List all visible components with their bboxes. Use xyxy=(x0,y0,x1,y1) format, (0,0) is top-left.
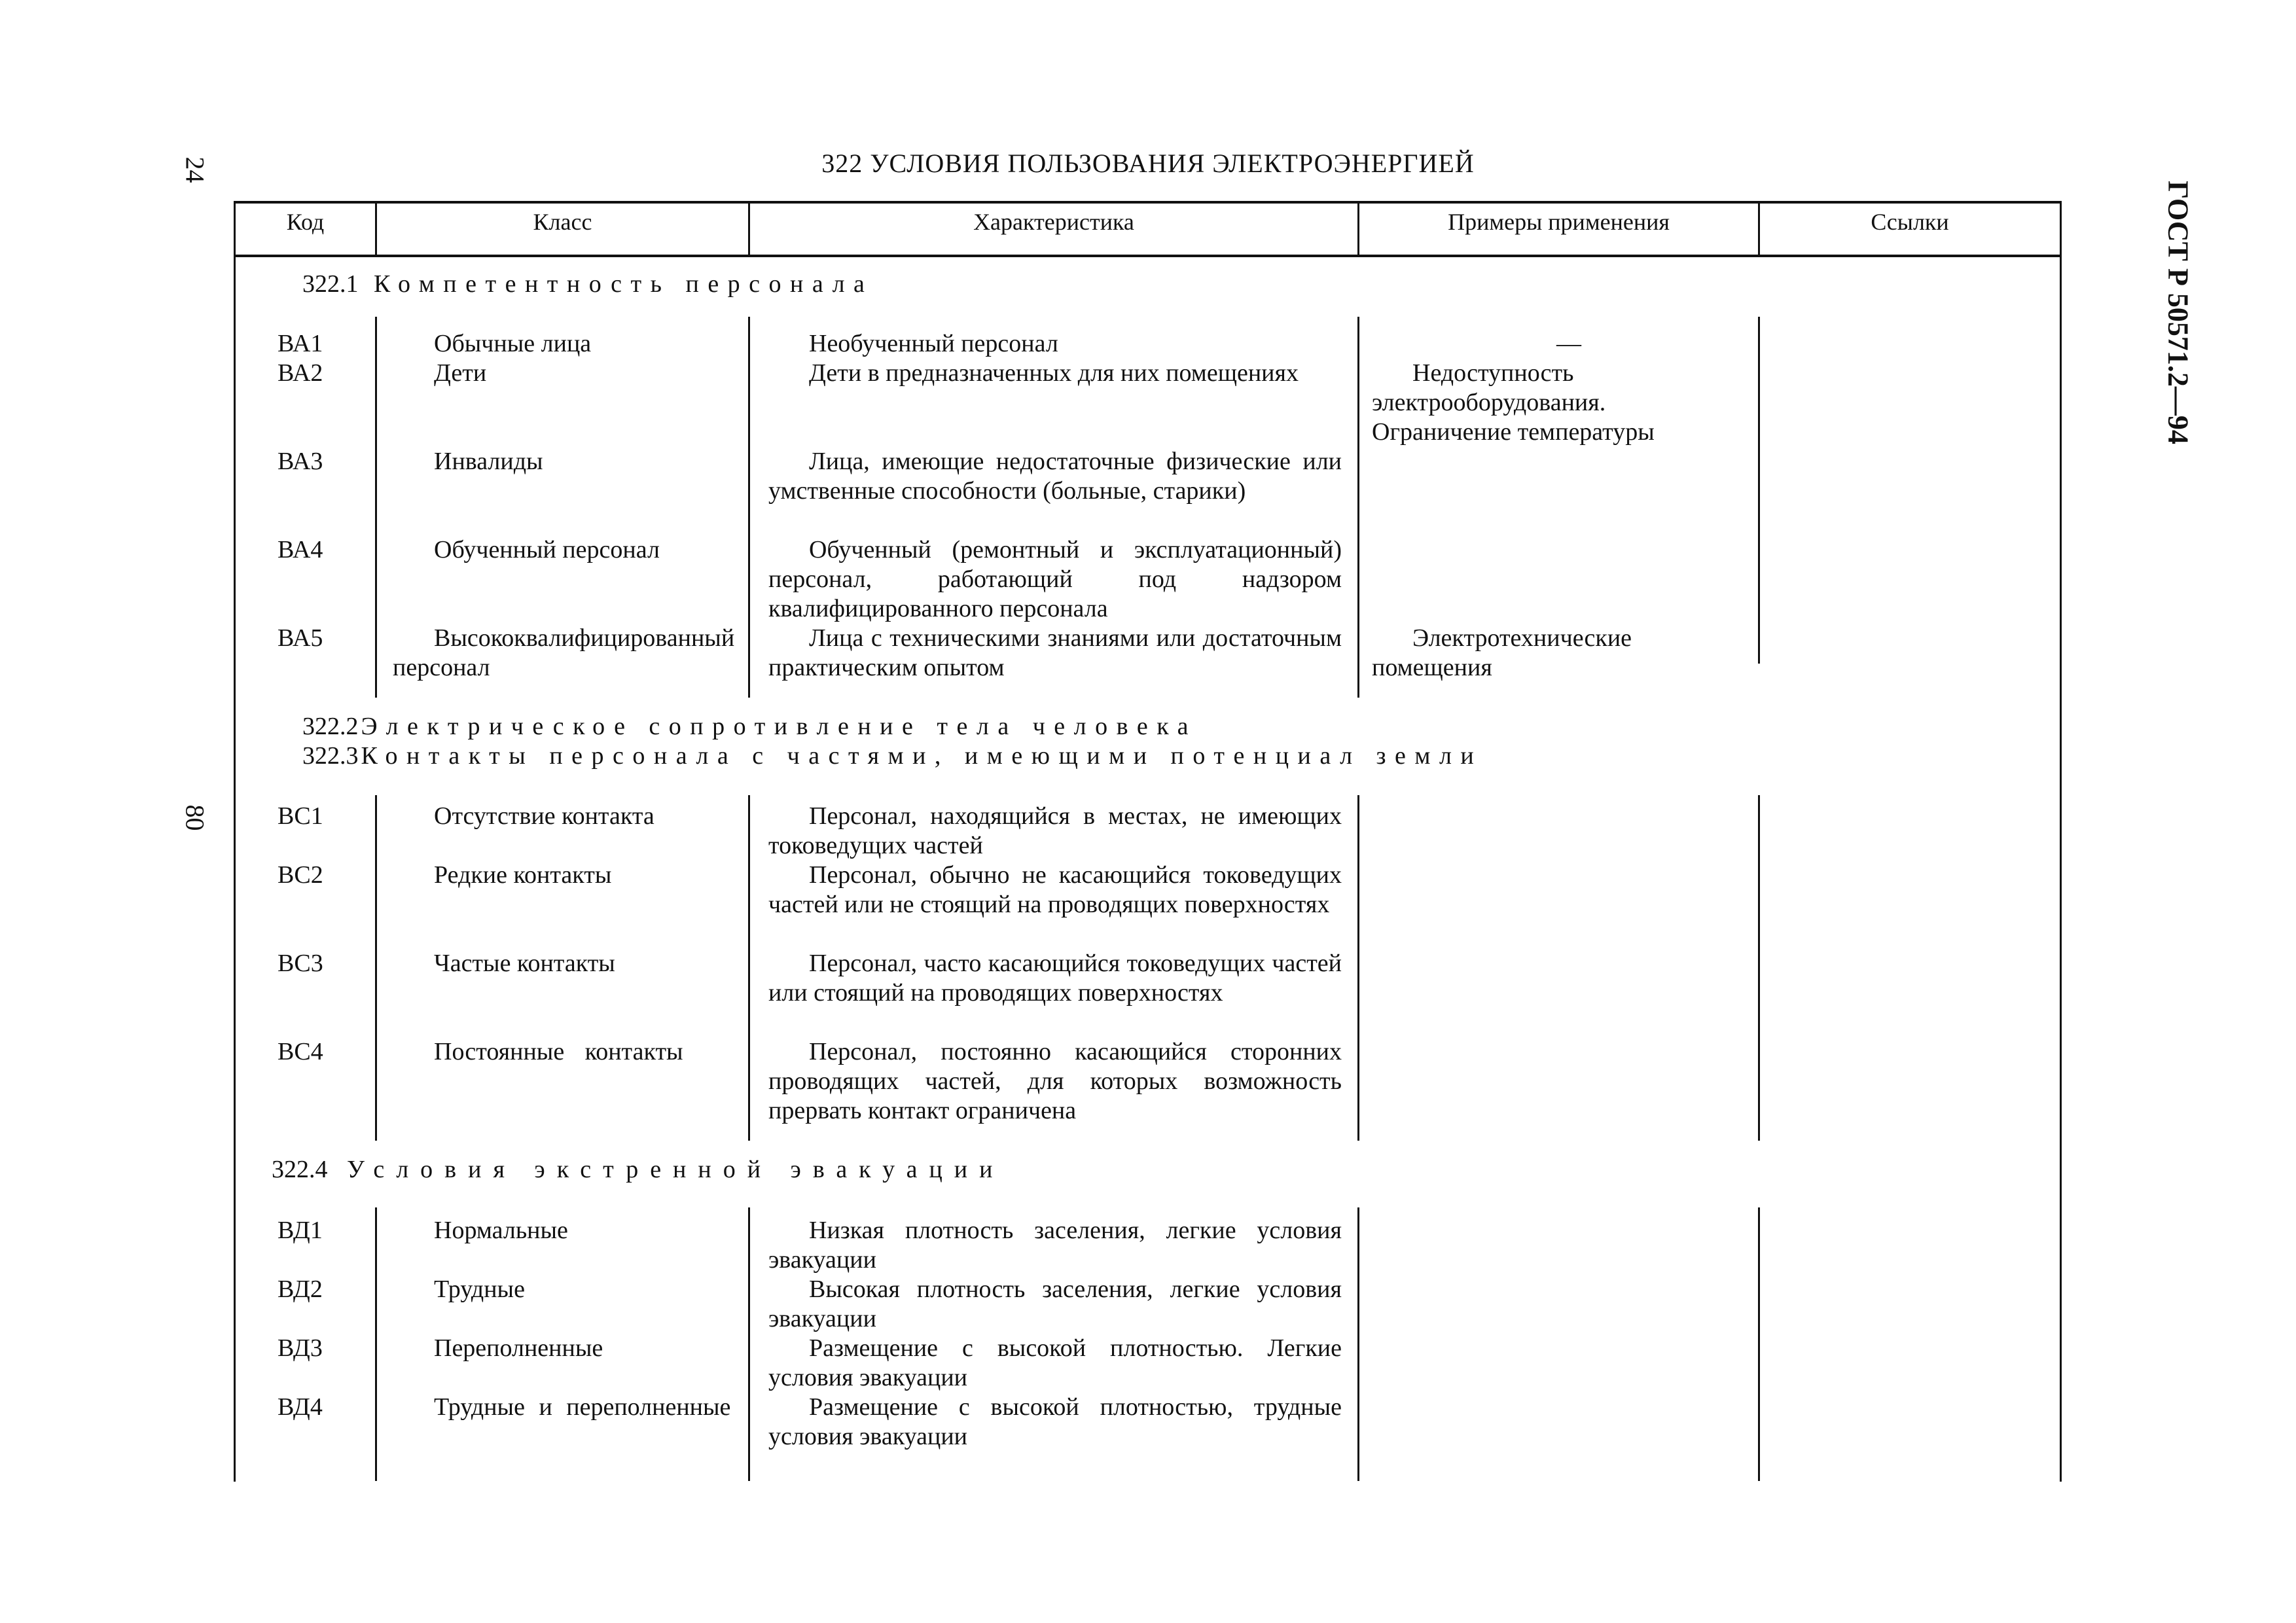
header-examples: Примеры применения xyxy=(1448,209,1670,235)
row-class: Обычные лица xyxy=(434,330,592,357)
row-examples: Недоступность электрооборудования. Ограничение температуры xyxy=(1372,359,1655,446)
row-characteristic: Лица, имеющие недостаточные физические или умственные способности (больные, старики) xyxy=(768,448,1342,505)
section-number: 322.2 xyxy=(302,713,359,740)
header-references: Ссылки xyxy=(1871,209,1949,235)
col-divider xyxy=(375,317,377,698)
col-divider xyxy=(1357,1207,1359,1481)
row-code: ВС3 xyxy=(278,950,323,977)
row-characteristic: Размещение с высокой плотностью. Легкие условия эвакуации xyxy=(768,1334,1342,1391)
row-code: ВС4 xyxy=(278,1038,323,1065)
standard-designation: ГОСТ Р 50571.2—94 xyxy=(2162,181,2195,444)
section-heading xyxy=(302,712,1197,741)
section-heading xyxy=(302,270,873,298)
section-title: Компетентность персонала xyxy=(374,270,874,298)
row-code: ВА4 xyxy=(278,536,323,563)
row-class: Отсутствие контакта xyxy=(434,802,655,830)
section-heading xyxy=(302,741,1482,770)
table-top-rule xyxy=(234,201,2062,204)
row-class: Обученный персонал xyxy=(434,536,660,563)
header-code: Код xyxy=(286,209,325,235)
row-code: ВС1 xyxy=(278,802,323,830)
section-title: Контакты персонала с частями, имеющими потенциал земли xyxy=(361,742,1483,770)
row-code: ВС2 xyxy=(278,861,323,889)
section-title: Условия экстренной эвакуации xyxy=(347,1156,1005,1183)
row-code: ВД2 xyxy=(278,1275,323,1303)
row-characteristic: Персонал, находящийся в местах, не имеющих токоведущих частей xyxy=(768,802,1342,859)
table-right-border xyxy=(2060,201,2062,1482)
col-divider xyxy=(1357,795,1359,1141)
row-characteristic: Персонал, часто касающийся токоведущих частей или стоящий на проводящих поверхностях xyxy=(768,950,1342,1007)
row-code: ВА5 xyxy=(278,624,323,652)
section-heading xyxy=(272,1155,1004,1184)
row-characteristic: Лица с техническими знаниями или достаточным практическим опытом xyxy=(768,624,1342,681)
row-characteristic: Обученный (ремонтный и эксплуатационный) персонал, работающий под надзором квалифицированного персонала xyxy=(768,536,1342,622)
original-page-number: 80 xyxy=(180,804,210,831)
row-examples: Электротехнические помещения xyxy=(1372,624,1632,681)
col-divider xyxy=(1758,1207,1760,1481)
row-class: Инвалиды xyxy=(434,448,543,475)
section-title: Электрическое сопротивление тела человека xyxy=(361,713,1197,740)
row-code: ВА2 xyxy=(278,359,323,387)
row-class: Частые контакты xyxy=(434,950,615,977)
page-title: 322 УСЛОВИЯ ПОЛЬЗОВАНИЯ ЭЛЕКТРОЭНЕРГИЕЙ xyxy=(821,149,1475,178)
row-class: Трудные и переполненные xyxy=(434,1393,731,1421)
row-code: ВД3 xyxy=(278,1334,323,1362)
header-characteristic: Характеристика xyxy=(973,209,1134,235)
section-number: 322.1 xyxy=(302,270,359,298)
row-characteristic: Размещение с высокой плотностью, трудные условия эвакуации xyxy=(768,1393,1342,1450)
table-left-border xyxy=(234,201,236,1482)
section-number: 322.3 xyxy=(302,742,359,770)
row-class: Трудные xyxy=(434,1275,525,1303)
row-class: Постоянные контакты xyxy=(434,1038,683,1065)
col-divider xyxy=(1357,317,1359,698)
row-characteristic: Высокая плотность заселения, легкие условия эвакуации xyxy=(768,1275,1342,1332)
col-divider xyxy=(748,795,750,1141)
col-divider xyxy=(375,1207,377,1481)
row-class: Редкие контакты xyxy=(434,861,612,889)
section-number: 322.4 xyxy=(272,1156,328,1183)
row-characteristic: Дети в предназначенных для них помещениях xyxy=(809,359,1299,387)
row-code: ВД1 xyxy=(278,1217,323,1244)
row-class: Нормальные xyxy=(434,1217,568,1244)
row-code: ВА3 xyxy=(278,448,323,475)
header-class: Класс xyxy=(533,209,592,235)
col-divider xyxy=(375,795,377,1141)
row-class: Высококвалифицированный персонал xyxy=(393,624,735,681)
col-divider xyxy=(1758,795,1760,1141)
col-divider xyxy=(1758,317,1760,664)
row-characteristic: Необученный персонал xyxy=(809,330,1058,357)
row-class: Переполненные xyxy=(434,1334,603,1362)
row-characteristic: Персонал, обычно не касающийся токоведущих частей или не стоящий на проводящих поверхностях xyxy=(768,861,1342,918)
row-class: Дети xyxy=(434,359,487,387)
page-number: 24 xyxy=(180,156,210,183)
row-examples: — xyxy=(1556,330,1581,357)
row-code: ВА1 xyxy=(278,330,323,357)
col-divider xyxy=(748,1207,750,1481)
row-characteristic: Низкая плотность заселения, легкие условия эвакуации xyxy=(768,1217,1342,1274)
row-characteristic: Персонал, постоянно касающийся сторонних проводящих частей, для которых возможность прервать контакт ограничена xyxy=(768,1038,1342,1124)
row-code: ВД4 xyxy=(278,1393,323,1421)
col-divider xyxy=(748,317,750,698)
table-header-rule xyxy=(234,255,2062,257)
